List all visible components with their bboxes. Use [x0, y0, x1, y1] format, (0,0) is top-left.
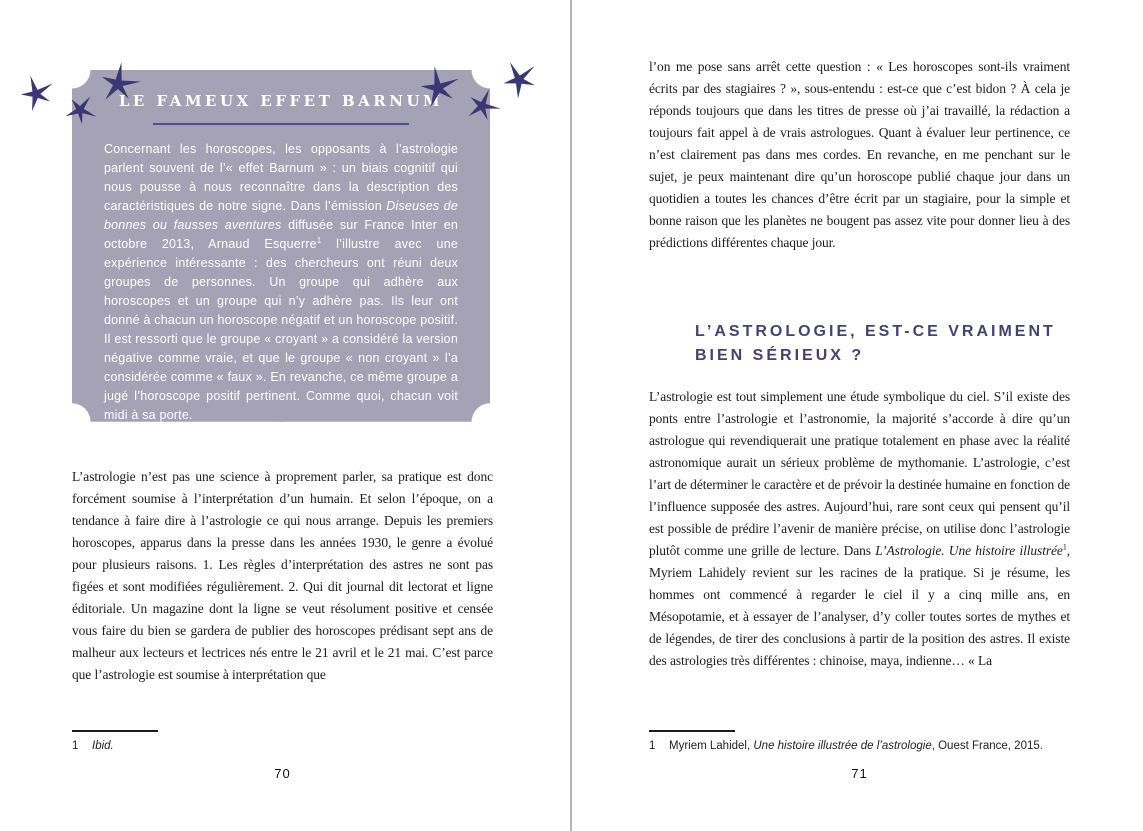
left-page-number: 70 — [274, 766, 291, 781]
right-body-paragraph — [649, 386, 1070, 672]
body-text-segment: L’astrologie est tout simplement une étude symbolique du ciel. S’il existe des ponts entre l’astrologie et l’astronomie, la majorité s’accorde à dire qu’un astrologue qui revendiquerait une pratique totalement en phase avec la réalité astronomique aurait un sérieux problème de mythomanie. L’astrologie, c’est l’art de déterminer le caractère et de prévoir la destinée humaine en fonction de l’influence supposée des astres. Aujourd’hui, rare sont ceux qui pensent qu’il est possible de prédire l’avenir de manière précise, on utilise donc l’astrologie plutôt comme une grille de lecture. Dans — [649, 389, 1070, 558]
page-gutter-divider — [570, 0, 572, 831]
box-text-segment: diffusée sur France Inter en octobre 2013, Arnaud Esquerre — [104, 218, 458, 251]
footnote-rule — [72, 730, 158, 732]
section-heading — [695, 320, 1056, 368]
footnote-rule — [649, 730, 735, 732]
section-heading-line2: BIEN SÉRIEUX ? — [695, 347, 865, 364]
box-text-italic-title: Diseuses de bonnes ou fausses aventures — [104, 199, 458, 232]
left-body-paragraph: L’astrologie n’est pas une science à proprement parler, sa pratique est donc forcément soumise à l’interprétation d’un humain. Et selon l’époque, on a tendance à faire dire à l’astrologie ce qui nous arrange. Depuis les premiers horoscopes, apparus dans la presse dans les années 1930, le genre a évolué pour plusieurs raisons. 1. Les règles d’interprétation des astres ne sont pas figées et sont modifiées régulièrement. 2. Qui dit journal dit lectorat et ligne éditoriale. Un magazine dont la ligne se veut résolument positive et censée vous faire du bien se gardera de publier des horoscopes prédisant sept ans de malheur aux lecteurs et lectrices nés entre le 21 avril et le 21 mai. C’est parce que l’astrologie est soumise à interprétation que — [72, 469, 493, 682]
footnote-italic-title: Une histoire illustrée de l’astrologie — [753, 739, 932, 752]
section-heading-line1: L’ASTROLOGIE, EST-CE VRAIMENT — [695, 323, 1056, 340]
right-footnote — [649, 730, 1070, 753]
footnote-number: 1 — [72, 739, 79, 752]
box-body-text — [104, 140, 458, 425]
box-text-segment: Concernant les horoscopes, les opposants à l’astrologie parlent souvent de l’« effet Barnum » : un biais cognitif qui nous pousse à nous reconnaître dans la description des caractéristiques de notre signe. Dans l’émission — [104, 142, 458, 213]
left-footnote — [72, 730, 493, 753]
footnote-number: 1 — [649, 739, 656, 752]
barnum-callout-box — [72, 70, 490, 422]
title-underline-rule — [153, 123, 409, 125]
footnote-reference: 1 — [1062, 542, 1067, 552]
footnote-italic: Ibid. — [92, 739, 114, 752]
box-title: LE FAMEUX EFFET BARNUM — [118, 92, 444, 110]
right-page-number: 71 — [851, 766, 868, 781]
sparkle-star-icon — [413, 63, 462, 112]
box-text-segment: l’illustre avec une expérience intéressante : des chercheurs ont réuni deux groupes de personnes. Un groupe qui adhère aux horoscopes et un groupe qui n’y adhère pas. Ils leur ont donné à chacun un horoscope négatif et un horoscope positif. Il est ressorti que le groupe « croyant » a considéré la version négative comme vraie, et que le groupe « non croyant » l’a considérée comme « faux ». En revanche, ce même groupe a jugé l’horoscope positif pertinent. Comme quoi, chacun voit midi à sa porte. — [104, 237, 459, 422]
footnote-text — [72, 739, 493, 753]
footnote-segment: , Ouest France, 2015. — [931, 739, 1043, 752]
footnote-text — [649, 739, 1070, 753]
right-top-paragraph: l’on me pose sans arrêt cette question : « Les horoscopes sont-ils vraiment écrits par des stagiaires ? », sous-entendu : est-ce que c’est bidon ? À cela je réponds toujours que dans les titres de presse où j’ai travaillé, la rédaction a toujours fait appel à de vrais astrologues. Quant à évaluer leur pertinence, ce n’est clairement pas dans mes cordes. En revanche, en me penchant sur le sujet, je peux maintenant dire qu’un horoscope publié chaque jour dans un quotidien a toutes les chances d’être écrit par un stagiaire, pour la simple et bonne raison que les planètes ne bougent pas assez vite pour donner lieu à des prédictions différentes chaque jour. — [649, 59, 1070, 250]
footnote-reference: 1 — [316, 235, 322, 245]
footnote-segment: Myriem Lahidel, — [669, 739, 754, 752]
sparkle-star-icon — [12, 70, 59, 117]
body-text-italic-title: L’Astrologie. Une histoire illustrée — [875, 543, 1063, 558]
body-text-segment: , Myriem Lahidely revient sur les racines de la pratique. Si je résume, les hommes ont commencé à regarder le ciel il y a cinq mille ans, en Mésopotamie, et à essayer de l’analyser, d’y coller toutes sortes de mythes et de légendes, de tirer des conclusions à partir de la position des astres. Il existe des astrologies très différentes : chinoise, maya, indienne… « La — [649, 543, 1070, 668]
